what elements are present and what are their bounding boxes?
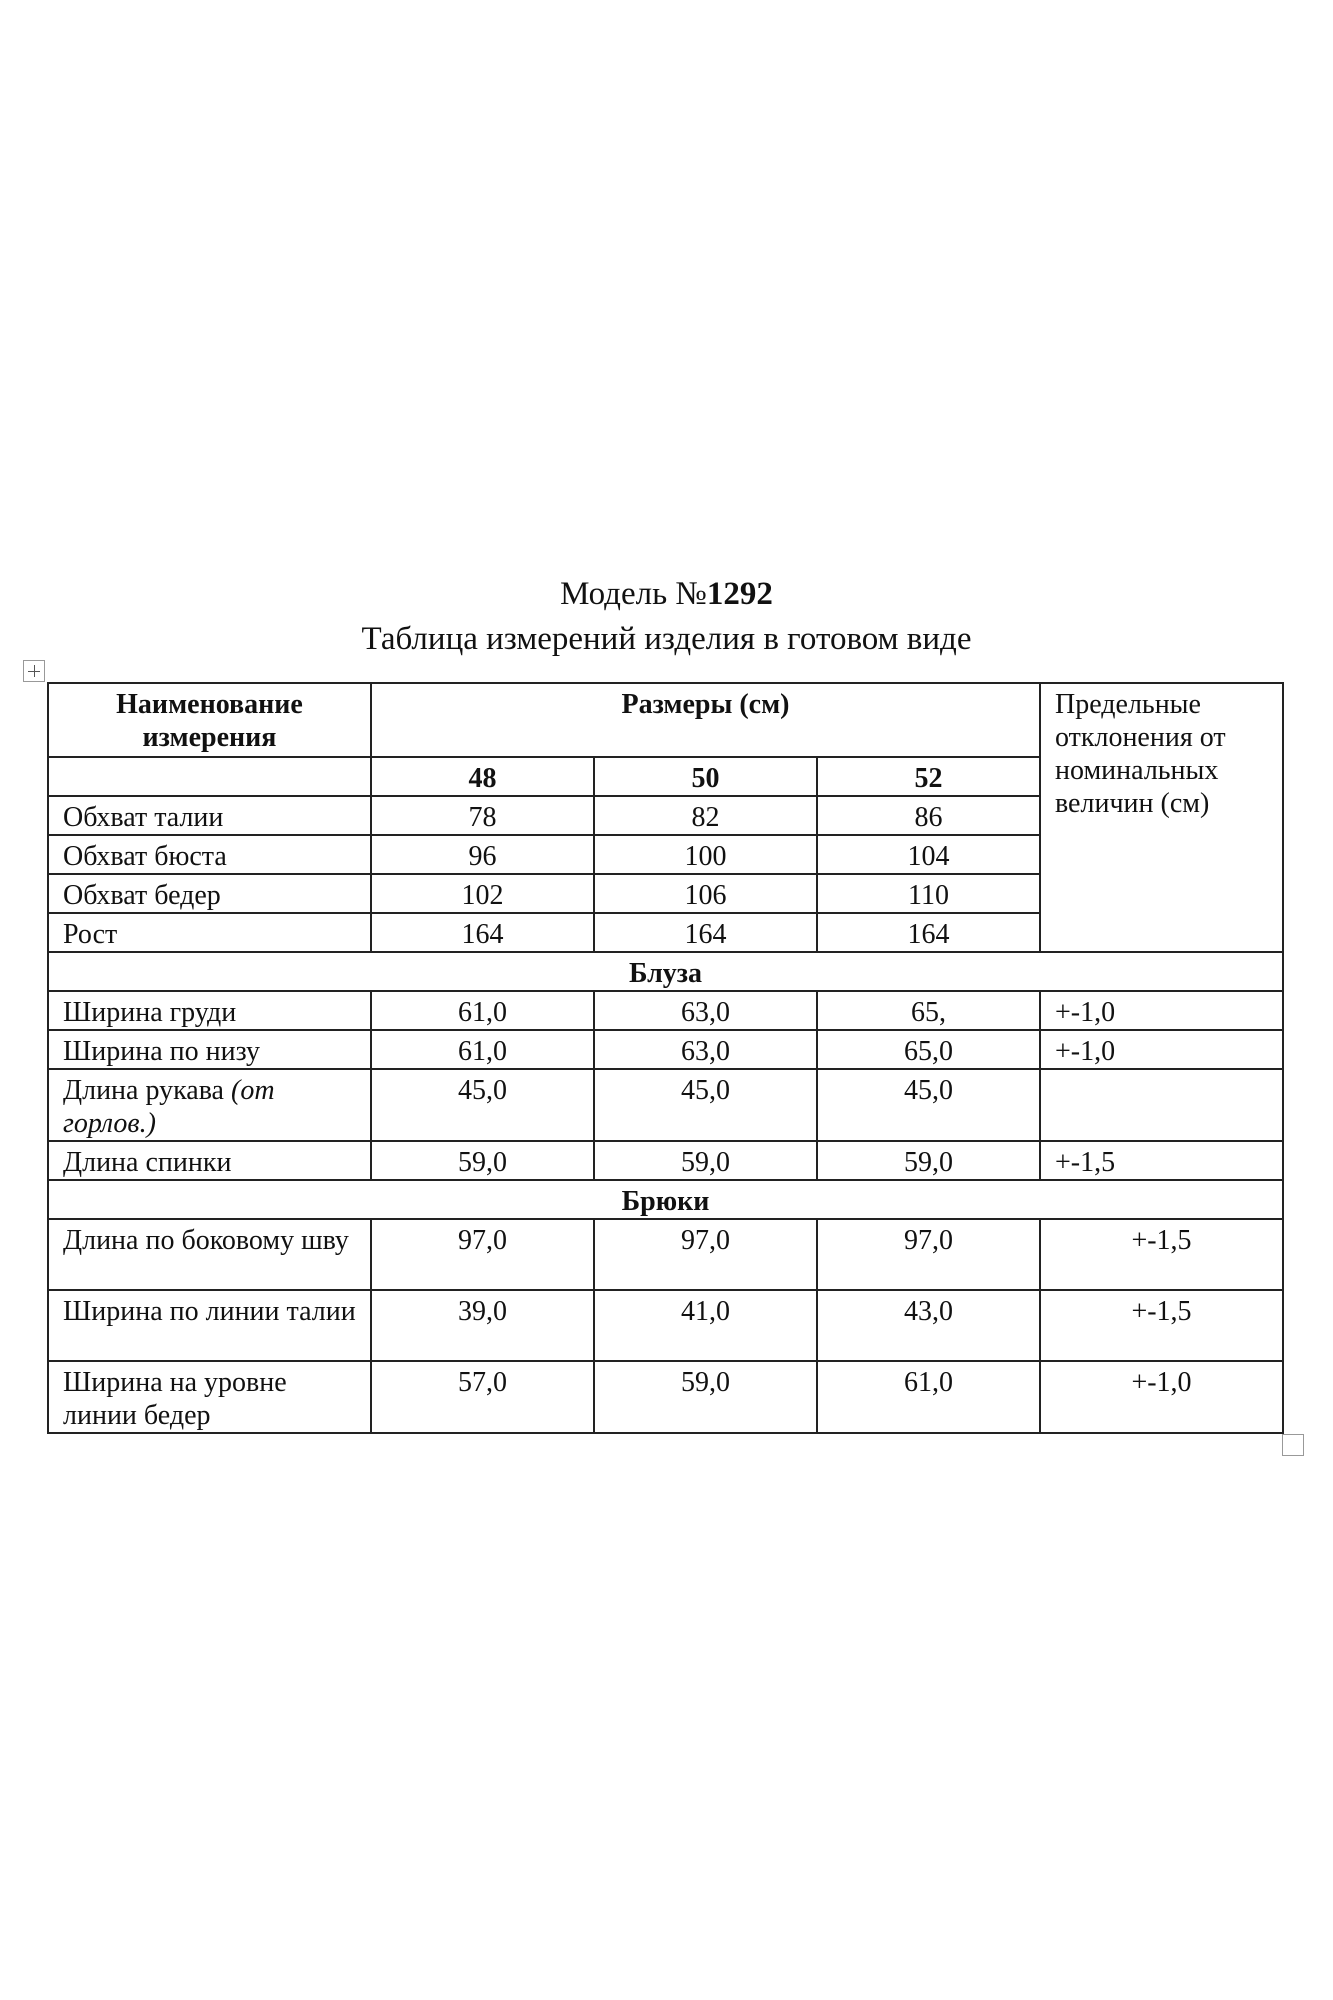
measurement-name: Ширина по низу [48,1030,371,1069]
tolerance-value: +-1,5 [1040,1290,1283,1361]
measurement-name-text: Длина рукава [63,1075,231,1106]
model-title-prefix: Модель № [560,576,707,612]
table-row [48,1030,1283,1069]
section-title-blouse: Блуза [48,952,1283,991]
measurement-value: 65, [817,991,1040,1030]
tolerance-value: +-1,5 [1040,1219,1283,1290]
measurement-value: 45,0 [594,1069,817,1141]
model-number: 1292 [706,576,773,612]
header-tolerance: Предельные отклонения от номинальных величин (см) [1040,683,1283,952]
measurement-value: 164 [817,913,1040,952]
measurement-name: Ширина груди [48,991,371,1030]
measurement-value: 97,0 [371,1219,594,1290]
document-title [0,572,1333,662]
measurement-value: 82 [594,796,817,835]
measurement-value: 164 [371,913,594,952]
measurement-value: 97,0 [817,1219,1040,1290]
measurement-name: Обхват талии [48,796,371,835]
measurement-table [47,682,1284,1434]
measurement-value: 59,0 [594,1361,817,1433]
measurement-name [48,1069,371,1141]
measurement-value: 61,0 [371,1030,594,1069]
measurement-name: Обхват бюста [48,835,371,874]
measurement-value: 110 [817,874,1040,913]
measurement-value: 102 [371,874,594,913]
measurement-value: 164 [594,913,817,952]
measurement-value: 96 [371,835,594,874]
size-header: 50 [594,757,817,796]
tolerance-value: +-1,0 [1040,1361,1283,1433]
table-move-handle-icon[interactable] [23,660,45,682]
measurement-value: 43,0 [817,1290,1040,1361]
measurement-value: 78 [371,796,594,835]
table-row [48,1141,1283,1180]
measurement-name: Ширина на уровне линии бедер [48,1361,371,1433]
size-header: 52 [817,757,1040,796]
measurement-value: 65,0 [817,1030,1040,1069]
table-row [48,1361,1283,1433]
measurement-value: 86 [817,796,1040,835]
table-row [48,991,1283,1030]
measurement-value: 45,0 [817,1069,1040,1141]
header-sizes: Размеры (см) [371,683,1040,757]
measurement-name: Длина по боковому шву [48,1219,371,1290]
size-row-empty-cell [48,757,371,796]
measurement-value: 41,0 [594,1290,817,1361]
measurement-name-note: (от горлов.) [63,1075,275,1139]
table-row [48,1219,1283,1290]
measurement-name: Ширина по линии талии [48,1290,371,1361]
measurement-value: 63,0 [594,991,817,1030]
tolerance-value [1040,1069,1283,1141]
measurement-value: 59,0 [594,1141,817,1180]
measurement-name: Обхват бедер [48,874,371,913]
header-measurement-name: Наименование измерения [48,683,371,757]
tolerance-value: +-1,0 [1040,991,1283,1030]
measurement-value: 61,0 [817,1361,1040,1433]
measurement-value: 45,0 [371,1069,594,1141]
measurement-name: Рост [48,913,371,952]
measurement-name: Длина спинки [48,1141,371,1180]
measurement-value: 106 [594,874,817,913]
measurement-value: 61,0 [371,991,594,1030]
table-resize-handle-icon[interactable] [1282,1434,1304,1456]
measurement-value: 59,0 [817,1141,1040,1180]
table-row [48,1290,1283,1361]
table-row [48,1069,1283,1141]
measurement-value: 97,0 [594,1219,817,1290]
section-title-trousers: Брюки [48,1180,1283,1219]
tolerance-value: +-1,0 [1040,1030,1283,1069]
measurement-value: 57,0 [371,1361,594,1433]
measurement-value: 39,0 [371,1290,594,1361]
model-title [0,572,1333,617]
measurement-value: 59,0 [371,1141,594,1180]
measurement-value: 63,0 [594,1030,817,1069]
table-subtitle: Таблица измерений изделия в готовом виде [361,621,972,657]
tolerance-value: +-1,5 [1040,1141,1283,1180]
size-header: 48 [371,757,594,796]
measurement-value: 100 [594,835,817,874]
measurement-value: 104 [817,835,1040,874]
